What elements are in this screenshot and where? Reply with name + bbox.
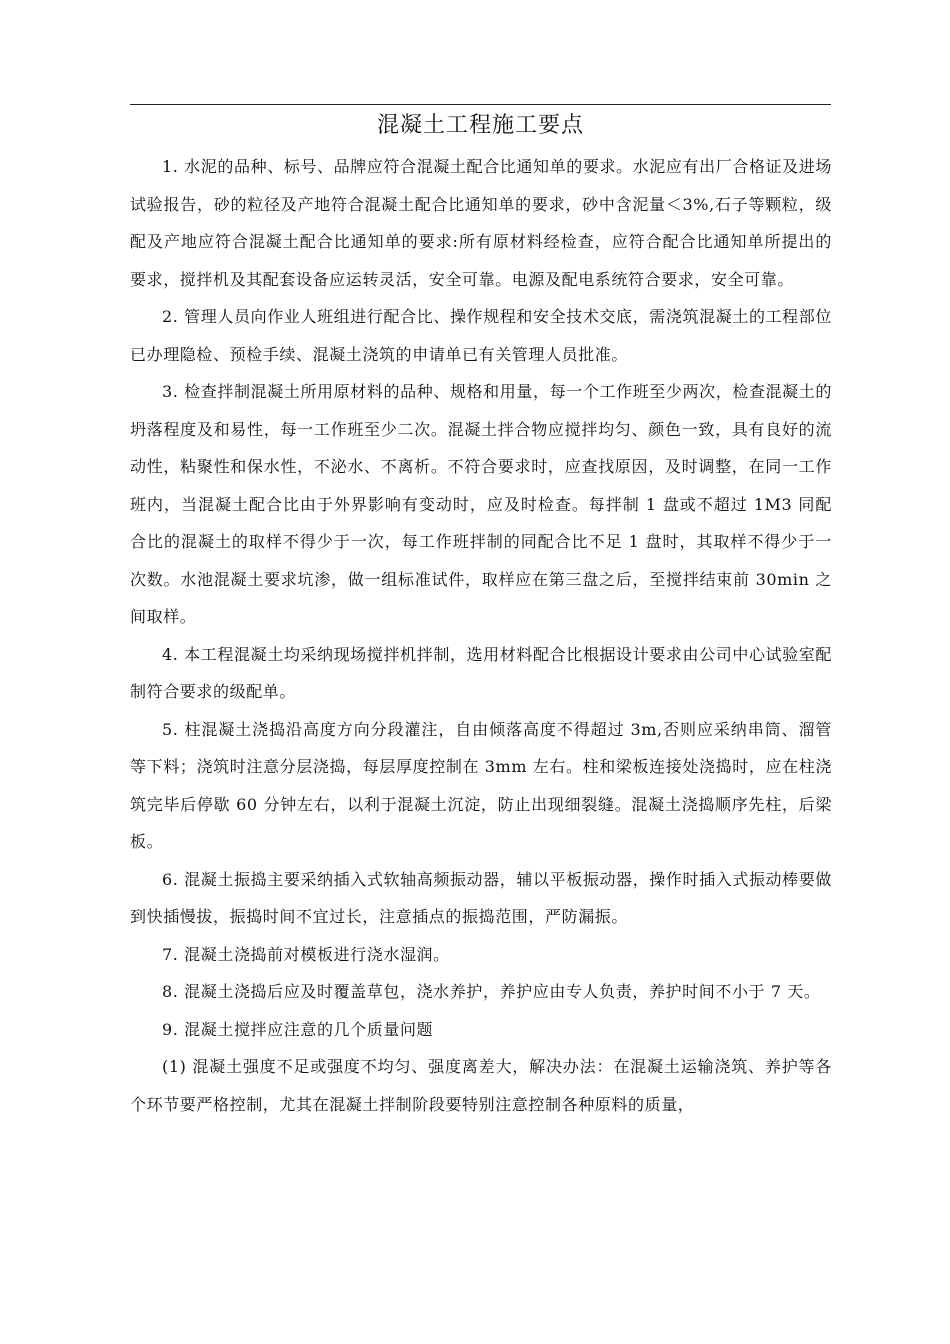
paragraph-4: 4. 本工程混凝土均采纳现场搅拌机拌制，选用材料配合比根据设计要求由公司中心试验室配制符合要求的级配单。: [130, 644, 832, 701]
paragraph-3: 3. 检查拌制混凝土所用原材料的品种、规格和用量，每一个工作班至少两次，检查混凝土的坍落程度及和易性，每一工作班至少二次。混凝土拌合物应搅拌均匀、颜色一致，具有良好的流动性，粘聚性和保水性，不泌水、不离析。不符合要求时，应查找原因，及时调整，在同一工作班内，当混凝土配合比由于外界影响有变动时，应及时检查。每拌制 1 盘或不超过 1M3 同配合比的混凝土的取样不得少于一次，每工作班拌制的同配合比不足 1 盘时，其取样不得少于一次数。水池混凝土要求坑渗，做一组标准试件，取样应在第三盘之后，至搅拌结束前 30min 之间取样。: [130, 382, 832, 626]
paragraph-5: 5. 柱混凝土浇捣沿高度方向分段灌注，自由倾落高度不得超过 3m,否则应采纳串筒、溜管等下料；浇筑时注意分层浇捣，每层厚度控制在 3mm 左右。柱和梁板连接处浇捣时，应在柱浇筑完毕后停歇 60 分钟左右，以利于混凝土沉淀，防止出现细裂缝。混凝土浇捣顺序先柱，后梁板。: [130, 719, 832, 851]
paragraph-9: 9. 混凝土搅拌应注意的几个质量问题: [162, 1019, 434, 1039]
header-rule: [130, 104, 831, 105]
paragraph-7: 7. 混凝土浇捣前对模板进行浇水湿润。: [162, 944, 450, 964]
document-body: [130, 148, 832, 1123]
paragraph-2: 2. 管理人员向作业人班组进行配合比、操作规程和安全技术交底，需浇筑混凝土的工程部位已办理隐检、预检手续、混凝土浇筑的申请单已有关管理人员批准。: [130, 307, 832, 364]
paragraph-9-1: (1) 混凝土强度不足或强度不均匀、强度离差大，解决办法：在混凝土运输浇筑、养护等各个环节要严格控制，尤其在混凝土拌制阶段要特别注意控制各种原料的质量，: [130, 1057, 832, 1114]
paragraph-8: 8. 混凝土浇捣后应及时覆盖草包，浇水养护，养护应由专人负责，养护时间不小于 7 天。: [162, 982, 821, 1001]
paragraph-6: 6. 混凝土振捣主要采纳插入式软轴高频振动器，辅以平板振动器，操作时插入式振动棒要做到快插慢拔，振捣时间不宜过长，注意插点的振捣范围，严防漏振。: [130, 869, 832, 926]
document-title: 混凝土工程施工要点: [376, 113, 584, 138]
paragraph-1: 1. 水泥的品种、标号、品牌应符合混凝土配合比通知单的要求。水泥应有出厂合格证及进场试验报告，砂的粒径及产地符合混凝土配合比通知单的要求，砂中含泥量＜3%,石子等颗粒，级配及产地应符合混凝土配合比通知单的要求:所有原材料经检查，应符合配合比通知单所提出的要求，搅拌机及其配套设备应运转灵活，安全可靠。电源及配电系统符合要求，安全可靠。: [130, 157, 832, 289]
